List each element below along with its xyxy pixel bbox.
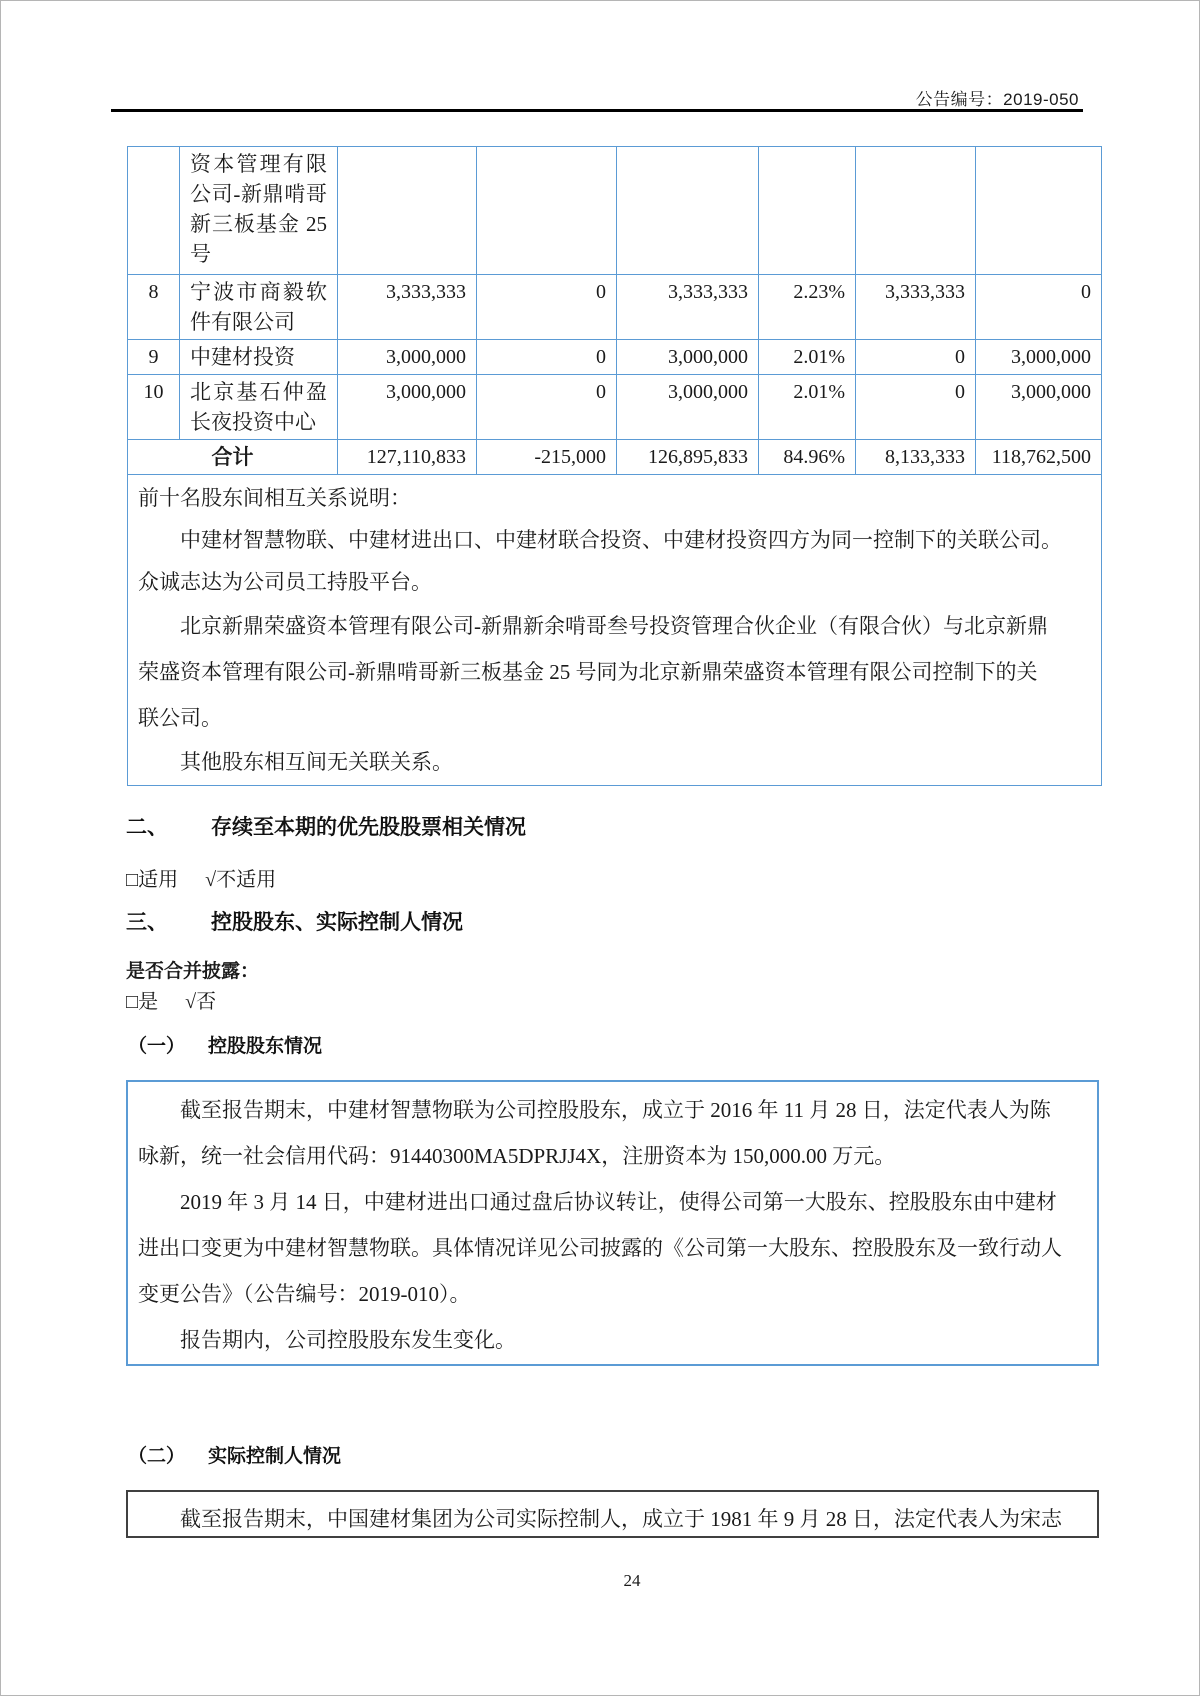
actual-controller-box — [126, 1490, 1099, 1538]
value-cell — [477, 147, 617, 275]
index-cell — [128, 147, 180, 275]
box-text-line: 咏新，统一社会信用代码：91440300MA5DPRJJ4X，注册资本为 150,000.00 万元。 — [138, 1144, 896, 1168]
total-value-cell: 8,133,333 — [856, 440, 976, 475]
table-row — [128, 275, 1102, 340]
checkbox-checked-option: √不适用 — [205, 869, 277, 891]
value-cell: 3,333,333 — [617, 275, 759, 340]
controlling-shareholder-box — [126, 1080, 1099, 1366]
checkbox-no-option: √否 — [185, 991, 217, 1013]
value-cell: 3,333,333 — [338, 275, 477, 340]
doc-number-label: 公告编号： — [915, 90, 1004, 109]
note-line: 中建材智慧物联、中建材进出口、中建材联合投资、中建材投资四方为同一控制下的关联公司。 — [180, 528, 1062, 552]
value-cell: 3,000,000 — [617, 340, 759, 375]
shareholders-table — [127, 146, 1102, 786]
relationship-note-row — [128, 475, 1102, 786]
subsection-2-heading — [128, 1441, 341, 1468]
subsection-1-title: 控股股东情况 — [208, 1036, 323, 1057]
box-text-line: 变更公告》（公告编号：2019-010）。 — [138, 1282, 471, 1306]
value-cell: 3,000,000 — [338, 375, 477, 440]
total-row — [128, 440, 1102, 475]
total-value-cell: 118,762,500 — [976, 440, 1102, 475]
section-2-title: 存续至本期的优先股股票相关情况 — [211, 816, 526, 839]
value-cell: 2.01% — [759, 340, 856, 375]
section-3-title: 控股股东、实际控制人情况 — [211, 911, 463, 934]
relationship-note-cell — [128, 475, 1102, 786]
value-cell: 0 — [856, 375, 976, 440]
value-cell — [759, 147, 856, 275]
section-3-number: 三、 — [126, 911, 168, 934]
total-value-cell: -215,000 — [477, 440, 617, 475]
doc-number-value: 2019-050 — [1003, 90, 1079, 109]
box-text-line: 进出口变更为中建材智慧物联。具体情况详见公司披露的《公司第一大股东、控股股东及一致行动人 — [138, 1236, 1062, 1260]
table-row — [128, 340, 1102, 375]
subsection-1-number: （一） — [128, 1036, 186, 1057]
shareholder-name-cell: 资本管理有限公司-新鼎啃哥新三板基金 25 号 — [180, 147, 338, 275]
index-cell: 10 — [128, 375, 180, 440]
box-text-line: 截至报告期末，中国建材集团为公司实际控制人，成立于 1981 年 9 月 28 日，法定代表人为宋志 — [180, 1507, 1062, 1531]
merge-disclosure-label: 是否合并披露： — [126, 961, 260, 982]
subsection-1-heading — [128, 1031, 322, 1058]
section-2-number: 二、 — [126, 816, 168, 839]
note-line: 北京新鼎荣盛资本管理有限公司-新鼎新余啃哥叁号投资管理合伙企业（有限合伙）与北京新鼎 — [180, 614, 1048, 638]
checkbox-yes-option: □是 — [126, 991, 159, 1013]
value-cell: 2.23% — [759, 275, 856, 340]
value-cell: 0 — [856, 340, 976, 375]
value-cell: 3,000,000 — [617, 375, 759, 440]
value-cell — [338, 147, 477, 275]
section-2-heading — [126, 811, 526, 841]
shareholder-name-cell: 中建材投资 — [180, 340, 338, 375]
shareholder-name-cell: 北京基石仲盈长夜投资中心 — [180, 375, 338, 440]
box-text-line: 报告期内，公司控股股东发生变化。 — [180, 1328, 516, 1352]
value-cell: 2.01% — [759, 375, 856, 440]
box-text-line: 2019 年 3 月 14 日，中建材进出口通过盘后协议转让，使得公司第一大股东、控股股东由中建材 — [180, 1190, 1057, 1214]
value-cell — [856, 147, 976, 275]
total-value-cell: 127,110,833 — [338, 440, 477, 475]
total-label-cell: 合计 — [128, 440, 338, 475]
subsection-2-title: 实际控制人情况 — [208, 1446, 342, 1467]
section-3-heading — [126, 906, 463, 936]
note-line: 联公司。 — [138, 706, 222, 730]
value-cell — [617, 147, 759, 275]
header-rule — [111, 109, 1083, 112]
value-cell — [976, 147, 1102, 275]
index-cell: 9 — [128, 340, 180, 375]
value-cell: 0 — [477, 275, 617, 340]
table-row — [128, 147, 1102, 275]
page-number: 24 — [623, 1571, 641, 1590]
note-line: 其他股东相互间无关联关系。 — [180, 750, 453, 774]
checkbox-not-checked-option: □适用 — [126, 869, 179, 891]
table-row — [128, 375, 1102, 440]
box-text-line: 截至报告期末，中建材智慧物联为公司控股股东，成立于 2016 年 11 月 28 日，法定代表人为陈 — [180, 1098, 1051, 1122]
value-cell: 3,000,000 — [976, 340, 1102, 375]
doc-number — [916, 85, 1079, 110]
value-cell: 0 — [477, 340, 617, 375]
index-cell: 8 — [128, 275, 180, 340]
shareholder-name-cell: 宁波市商毅软件有限公司 — [180, 275, 338, 340]
value-cell: 0 — [976, 275, 1102, 340]
note-line: 荣盛资本管理有限公司-新鼎啃哥新三板基金 25 号同为北京新鼎荣盛资本管理有限公司控制下的关 — [138, 660, 1038, 684]
value-cell: 3,000,000 — [338, 340, 477, 375]
note-title: 前十名股东间相互关系说明： — [138, 486, 411, 510]
yes-no-line — [126, 985, 216, 1014]
value-cell: 3,000,000 — [976, 375, 1102, 440]
total-value-cell: 84.96% — [759, 440, 856, 475]
value-cell: 0 — [477, 375, 617, 440]
note-line: 众诚志达为公司员工持股平台。 — [138, 570, 432, 594]
applicability-line — [126, 863, 276, 892]
total-value-cell: 126,895,833 — [617, 440, 759, 475]
value-cell: 3,333,333 — [856, 275, 976, 340]
subsection-2-number: （二） — [128, 1446, 186, 1467]
